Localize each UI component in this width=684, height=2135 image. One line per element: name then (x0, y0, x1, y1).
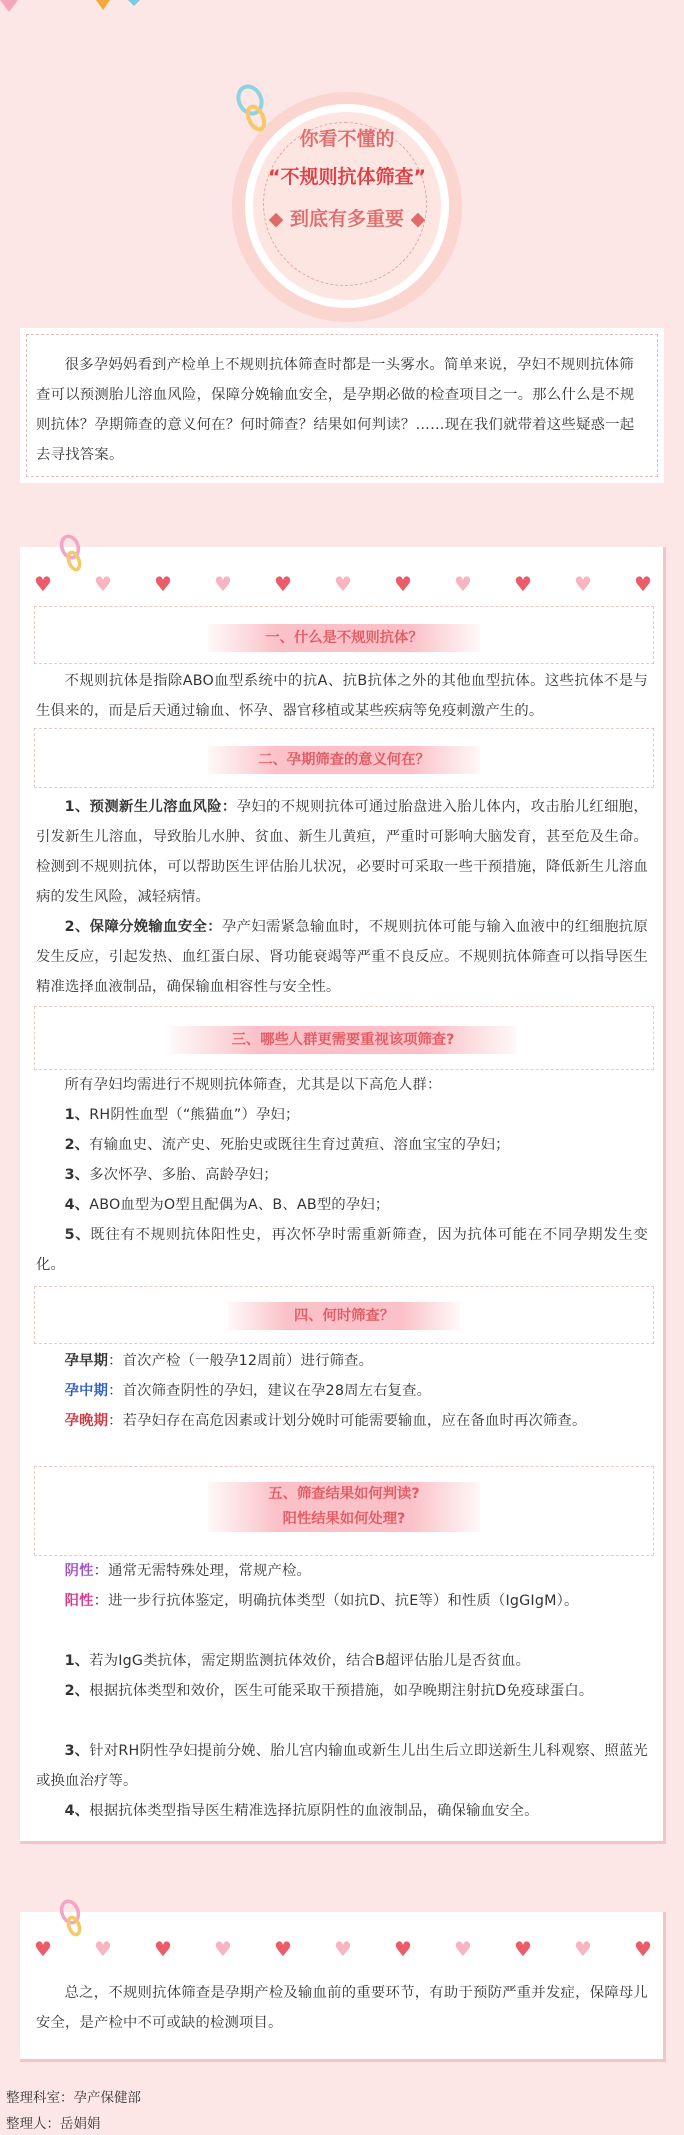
safety-pin-icon (58, 1898, 88, 1942)
heart-icon: ♥ (574, 1937, 592, 1961)
summary-text: 总之，不规则抗体筛查是孕期产检及输血前的重要环节，有助于预防严重并发症，保障母儿安全，是产检中不可或缺的检测项目。 (36, 1985, 648, 2031)
list-item: 4、根据抗体类型指导医生精准选择抗原阴性的血液制品，确保输血安全。 (64, 1803, 539, 1819)
heart-icon: ♥ (94, 1937, 112, 1961)
heart-icon: ♥ (334, 572, 352, 596)
section-4-title: 四、何时筛查？ (228, 1302, 460, 1330)
pennant-icon (0, 0, 18, 12)
heart-row (34, 1938, 658, 1960)
heart-icon: ♥ (94, 572, 112, 596)
section-5-title-line-1: 五、筛查结果如何判读? (268, 1486, 420, 1502)
negative-label: 阴性 (64, 1563, 94, 1579)
heart-icon: ♥ (514, 572, 532, 596)
heart-icon: ♥ (274, 572, 292, 596)
heart-icon: ♥ (34, 1937, 52, 1961)
section-5-title-line-2: 阳性结果如何处理? (282, 1511, 406, 1527)
list-item: 3、多次怀孕、多胎、高龄孕妇； (64, 1167, 278, 1183)
section-2-para-1: 1、预测新生儿溶血风险：孕妇的不规则抗体可通过胎盘进入胎儿体内，攻击胎儿红细胞，引发新生儿溶血，导致胎儿水肿、贫血、新生儿黄疸，严重时可影响大脑发育，甚至危及生命。检测到不规则抗体，可以帮助医生评估胎儿状况，必要时可采取一些干预措施，降低新生儿溶血病的发生风险，减轻病情。 (36, 799, 648, 905)
heart-icon: ♥ (514, 1937, 532, 1961)
heart-icon: ♥ (334, 1937, 352, 1961)
positive-label: 阳性 (64, 1593, 94, 1609)
list-item: 5、既往有不规则抗体阳性史，再次怀孕时需重新筛查，因为抗体可能在不同孕期发生变化。 (36, 1227, 648, 1273)
section-2-label-1: 1、预测新生儿溶血风险： (64, 799, 237, 815)
list-item: 2、根据抗体类型和效价，医生可能采取干预措施，如孕晚期注射抗D免疫球蛋白。 (64, 1683, 594, 1699)
list-item: 1、RH阴性血型（“熊猫血”）孕妇； (64, 1107, 300, 1123)
pennant-icon (128, 0, 140, 6)
section-1-title: 一、什么是不规则抗体？ (208, 624, 480, 652)
heart-icon: ♥ (154, 1937, 172, 1961)
result-negative: 阴性：通常无需特殊处理，常规产检。 (64, 1563, 312, 1579)
heart-icon: ♥ (154, 572, 172, 596)
section-5-title (208, 1482, 480, 1532)
heart-icon: ♥ (274, 1937, 292, 1961)
heart-row (34, 573, 658, 595)
heart-icon: ♥ (214, 1937, 232, 1961)
list-item: 1、若为IgG类抗体，需定期监测抗体效价，结合B超评估胎儿是否贫血。 (64, 1653, 531, 1669)
timing-early-label: 孕早期 (64, 1353, 109, 1369)
bunting-decoration (0, 0, 684, 20)
timing-late: 孕晚期：若孕妇存在高危因素或计划分娩时可能需要输血，应在备血时再次筛查。 (64, 1413, 587, 1429)
intro-text: 很多孕妈妈看到产检单上不规则抗体筛查时都是一头雾水。简单来说，孕妇不规则抗体筛查可以预测胎儿溶血风险，保障分娩输血安全，是孕期必做的检查项目之一。那么什么是不规则抗体？孕期筛查的意义何在？何时筛查？结果如何判读？……现在我们就带着这些疑惑一起去寻找答案。 (36, 357, 635, 463)
heart-icon: ♥ (454, 572, 472, 596)
heart-icon: ♥ (574, 572, 592, 596)
pennant-icon (96, 0, 110, 10)
section-2-label-2: 2、保障分娩输血安全： (64, 919, 222, 935)
list-item: 4、ABO血型为O型且配偶为A、B、AB型的孕妇； (64, 1197, 390, 1213)
timing-late-label: 孕晚期 (64, 1413, 109, 1429)
timing-mid: 孕中期：首次筛查阴性的孕妇，建议在孕28周左右复查。 (64, 1383, 432, 1399)
heart-icon: ♥ (214, 572, 232, 596)
list-item: 3、针对RH阴性孕妇提前分娩、胎儿宫内输血或新生儿出生后立即送新生儿科观察、照蓝光或换血治疗等。 (36, 1743, 648, 1789)
banner-line-1: 你看不懂的 (299, 128, 395, 150)
heart-icon: ♥ (634, 1937, 652, 1961)
heart-icon: ♥ (394, 1937, 412, 1961)
safety-pin-icon (58, 533, 88, 577)
timing-early: 孕早期：首次产检（一般孕12周前）进行筛查。 (64, 1353, 374, 1369)
banner-line-3: ◆ 到底有多重要 ◆ (268, 208, 426, 230)
heart-icon: ♥ (454, 1937, 472, 1961)
footer-dept: 整理科室：孕产保健部 (6, 2090, 141, 2106)
banner-title: “不规则抗体筛查” (268, 166, 426, 188)
section-3-intro: 所有孕妇均需进行不规则抗体筛查，尤其是以下高危人群： (64, 1077, 442, 1093)
heart-icon: ♥ (34, 572, 52, 596)
footer-person: 整理人：岳娟娟 (6, 2116, 101, 2132)
list-item: 2、有输血史、流产史、死胎史或既往生育过黄疸、溶血宝宝的孕妇； (64, 1137, 510, 1153)
section-2-title: 二、孕期筛查的意义何在？ (208, 746, 480, 774)
heart-icon: ♥ (634, 572, 652, 596)
timing-mid-label: 孕中期 (64, 1383, 109, 1399)
heart-icon: ♥ (394, 572, 412, 596)
result-positive: 阳性：进一步行抗体鉴定，明确抗体类型（如抗D、抗E等）和性质（IgGIgM）。 (64, 1593, 579, 1609)
section-1-text: 不规则抗体是指除ABO血型系统中的抗A、抗B抗体之外的其他血型抗体。这些抗体不是与生俱来的，而是后天通过输血、怀孕、器官移植或某些疾病等免疫刺激产生的。 (36, 673, 648, 719)
section-2-para-2: 2、保障分娩输血安全：孕产妇需紧急输血时，不规则抗体可能与输入血液中的红细胞抗原发生反应，引起发热、血红蛋白尿、肾功能衰竭等严重不良反应。不规则抗体筛查可以指导医生精准选择血液制品，确保输血相容性与安全性。 (36, 919, 648, 995)
section-3-title: 三、哪些人群更需要重视该项筛查? (170, 1026, 516, 1054)
